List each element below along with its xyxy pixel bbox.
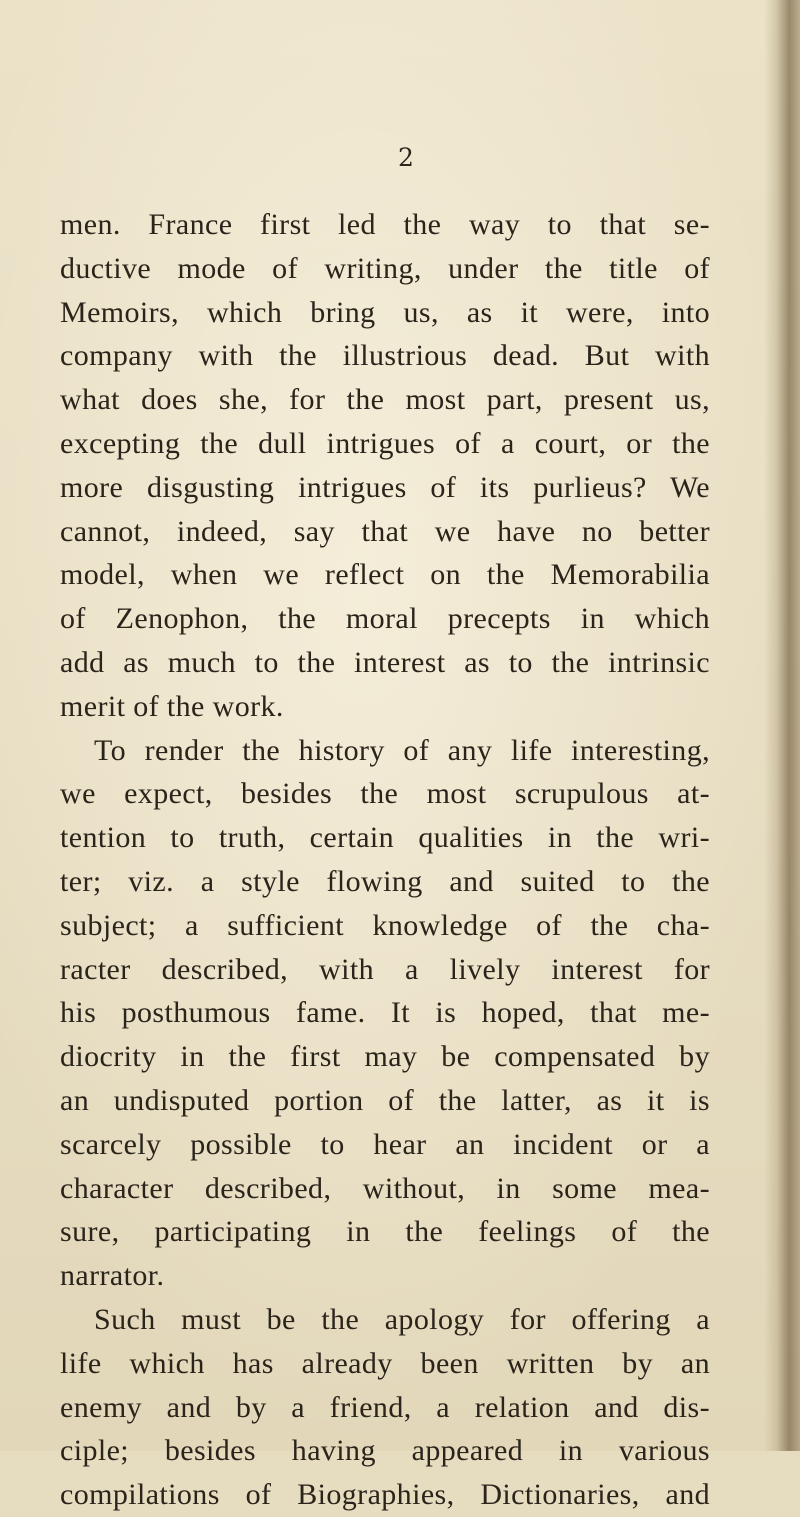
text-line: more disgusting intrigues of its purlieus? We <box>60 470 710 504</box>
text-line: what does she, for the most part, present us, <box>60 383 710 417</box>
page-edge-shadow <box>764 0 800 1451</box>
text-line: ductive mode of writing, under the title of <box>60 251 710 285</box>
page-number: 2 <box>398 143 414 172</box>
body-text <box>60 203 710 1517</box>
text-line: men. France first led the way to that se- <box>60 208 710 241</box>
text-line: excepting the dull intrigues of a court, or the <box>60 426 710 460</box>
text-line: scarcely possible to hear an incident or a <box>60 1127 710 1161</box>
text-line: sure, participating in the feelings of the <box>60 1215 710 1249</box>
text-line: his posthumous fame. It is hoped, that me- <box>60 996 710 1030</box>
text-line: compilations of Biographies, Dictionaries, and <box>60 1478 710 1512</box>
text-line: life which has already been written by an <box>60 1346 710 1380</box>
text-line: Memoirs, which bring us, as it were, into <box>60 295 710 329</box>
text-line: racter described, with a lively interest for <box>60 952 710 986</box>
text-line: model, when we reflect on the Memorabilia <box>60 558 710 592</box>
text-line: add as much to the interest as to the intrinsic <box>60 645 710 679</box>
text-line: of Zenophon, the moral precepts in which <box>60 602 710 636</box>
text-line: merit of the work. <box>60 689 284 723</box>
text-line: ter; viz. a style flowing and suited to the <box>60 864 710 898</box>
text-line: subject; a sufficient knowledge of the cha- <box>60 908 710 942</box>
text-line: To render the history of any life interesting, <box>94 733 710 767</box>
text-line: character described, without, in some mea- <box>60 1171 710 1205</box>
text-line: ciple; besides having appeared in various <box>60 1434 710 1468</box>
text-line: we expect, besides the most scrupulous at- <box>60 777 710 811</box>
text-line: company with the illustrious dead. But with <box>60 339 710 373</box>
text-line: diocrity in the first may be compensated by <box>60 1040 710 1074</box>
text-line: tention to truth, certain qualities in the wri- <box>60 821 710 855</box>
text-line: cannot, indeed, say that we have no better <box>60 514 710 548</box>
text-line: an undisputed portion of the latter, as it is <box>60 1083 710 1117</box>
text-line: Such must be the apology for offering a <box>94 1302 710 1336</box>
text-line: narrator. <box>60 1259 165 1293</box>
text-line: enemy and by a friend, a relation and dis- <box>60 1390 710 1424</box>
